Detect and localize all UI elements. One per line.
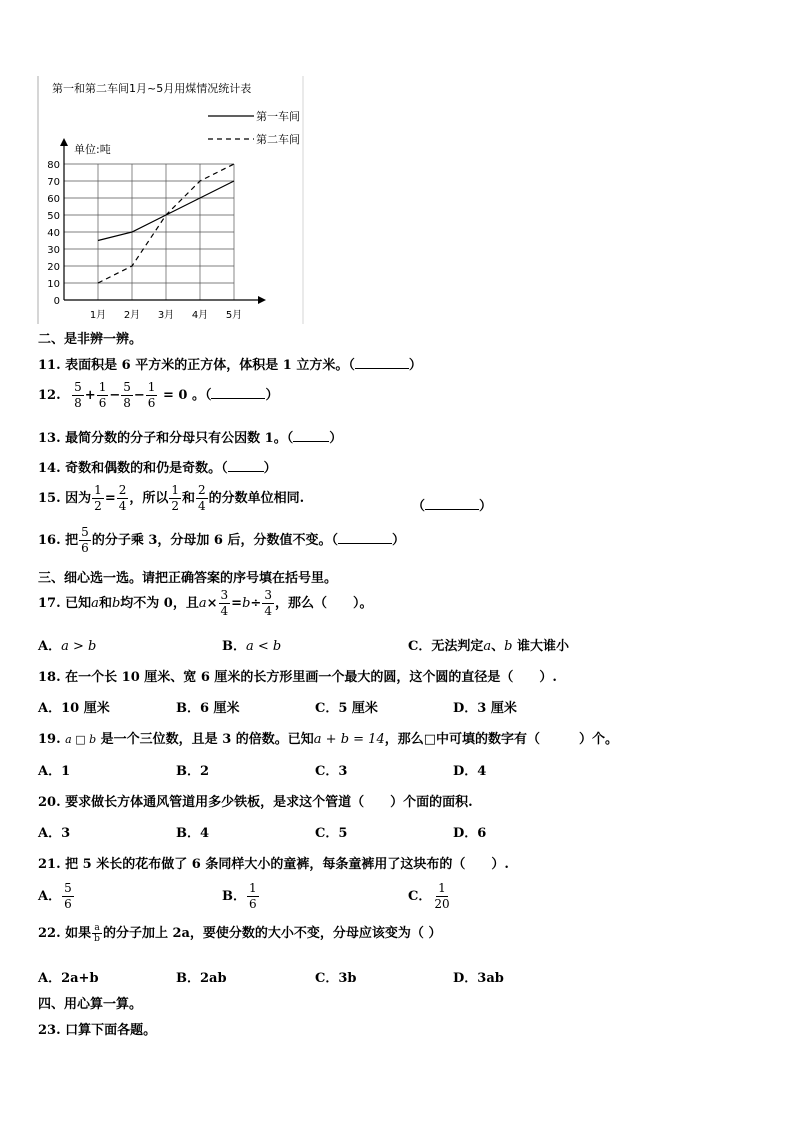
q14-text: 奇数和偶数的和仍是奇数。（	[65, 461, 228, 476]
x-tick-label: 4月	[191, 310, 209, 321]
q11-close: ）	[408, 358, 422, 373]
q19-expr-1: a □ b	[65, 733, 97, 746]
question-15	[38, 483, 498, 514]
q22-option-d[interactable]: D．3ab	[453, 971, 504, 986]
q12-fraction-1: $\frac{5}{8}$	[74, 380, 82, 410]
q17-var-a2: a	[198, 596, 207, 611]
q22-text-1: 如果	[65, 926, 92, 941]
question-21	[38, 853, 509, 872]
question-22	[38, 922, 441, 944]
q13-answer-blank[interactable]	[293, 430, 329, 442]
q22-option-c[interactable]: C．3b	[315, 971, 357, 986]
q15-answer-blank[interactable]	[425, 498, 479, 510]
q15-equals: =	[104, 491, 116, 506]
y-tick-label: 20	[47, 262, 60, 273]
y-tick-label: 10	[47, 279, 60, 290]
q17-text-4: ，那么（ ）。	[274, 596, 373, 611]
q18-number: 18.	[38, 670, 61, 685]
q12-fraction-3: $\frac{5}{8}$	[123, 380, 131, 410]
chart-tick-labels	[47, 160, 242, 321]
q15-answer-area	[412, 495, 492, 514]
q17-var-a: a	[91, 596, 99, 611]
question-20	[38, 791, 473, 810]
q17-var-b2: b	[242, 596, 251, 611]
legend-series-1: 第一车间	[256, 110, 300, 123]
q15-fraction-4: $\frac{2}{4}$	[198, 483, 206, 513]
q12-op-plus: +	[84, 388, 96, 403]
q22-text-2: 的分子加上 2a，要使分数的大小不变，分母应该变为（ ）	[102, 926, 442, 941]
q17-option-c[interactable]: C．无法判定a、b 谁大谁小	[408, 639, 569, 654]
q15-number: 15.	[38, 491, 61, 506]
y-tick-label: 70	[47, 177, 60, 188]
q17-times: ×	[206, 596, 218, 611]
q21-text: 把 5 米长的花布做了 6 条同样大小的童裤，每条童裤用了这块布的（ ）.	[65, 857, 509, 872]
question-11	[38, 354, 422, 373]
q16-close: ）	[391, 533, 405, 548]
q12-answer-blank[interactable]	[211, 387, 265, 399]
q14-close: ）	[263, 461, 277, 476]
q19-text-1: 是一个三位数，且是 3 的倍数。已知	[96, 732, 314, 747]
x-tick-label: 1月	[89, 310, 107, 321]
q16-text-1: 把	[65, 533, 79, 548]
q12-result: = 0 。（	[162, 388, 212, 403]
y-tick-label: 60	[47, 194, 60, 205]
y-tick-label: 30	[47, 245, 60, 256]
q15-close: ）	[479, 499, 493, 514]
x-tick-label: 5月	[225, 310, 243, 321]
q13-close: ）	[329, 431, 343, 446]
question-23	[38, 1019, 156, 1038]
q18-option-d[interactable]: D．3 厘米	[453, 701, 517, 716]
q23-number: 23.	[38, 1023, 61, 1038]
q13-number: 13.	[38, 431, 61, 446]
q19-text-2: ，那么□中可填的数字有（ ）个。	[384, 732, 619, 747]
x-axis-arrow	[258, 296, 266, 304]
y-tick-label: 40	[47, 228, 60, 239]
y-tick-label: 50	[47, 211, 60, 222]
question-12	[38, 380, 278, 411]
q13-text: 最简分数的分子和分母只有公因数 1。（	[65, 431, 294, 446]
q15-open: （	[412, 499, 426, 514]
q19-option-d[interactable]: D．4	[453, 764, 487, 779]
q16-text-2: 的分子乘 3，分母加 6 后，分数值不变。（	[91, 533, 338, 548]
q17-number: 17.	[38, 596, 61, 611]
q17-equals: =	[231, 596, 243, 611]
legend-series-2: 第二车间	[256, 133, 300, 146]
q16-fraction: $\frac{5}{6}$	[81, 525, 89, 555]
q17-fraction-1: $\frac{3}{4}$	[220, 588, 229, 618]
q15-text-3: 和	[182, 491, 196, 506]
q19-option-a[interactable]: A．1	[38, 764, 71, 779]
q17-var-b: b	[111, 596, 121, 611]
q21-number: 21.	[38, 857, 61, 872]
q22-fraction: $\frac{a}{b}$	[94, 923, 100, 944]
x-tick-label: 2月	[123, 310, 141, 321]
q12-number: 12.	[38, 388, 61, 403]
q20-text: 要求做长方体通风管道用多少铁板，是求这个管道（ ）个面的面积.	[65, 795, 473, 810]
q21-option-c[interactable]: C． $\frac{1}{20}$	[408, 881, 450, 911]
q22-option-a[interactable]: A．2a+b	[38, 971, 99, 986]
q17-option-b[interactable]: B．a < b	[222, 639, 282, 654]
question-14	[38, 457, 277, 476]
y-tick-label: 80	[47, 160, 60, 171]
q19-option-b[interactable]: B．2	[176, 764, 210, 779]
question-17	[38, 588, 372, 619]
q19-option-c[interactable]: C．3	[315, 764, 348, 779]
question-13	[38, 427, 342, 446]
q21-option-b[interactable]: B． $\frac{1}{6}$	[222, 881, 257, 911]
q15-fraction-2: $\frac{2}{4}$	[118, 483, 127, 513]
q22-option-b[interactable]: B．2ab	[176, 971, 227, 986]
q18-text: 在一个长 10 厘米、宽 6 厘米的长方形里画一个最大的圆，这个圆的直径是（ ）.	[65, 670, 557, 685]
chart-grid	[64, 164, 234, 300]
question-18	[38, 666, 557, 685]
q15-fraction-1: $\frac{1}{2}$	[94, 483, 102, 513]
chart-title: 第一和第二车间1月~5月用煤情况统计表	[52, 82, 252, 95]
question-19	[38, 728, 618, 747]
chart-axes	[60, 138, 266, 304]
section-2-heading: 二、是非辨一辨。	[38, 332, 143, 347]
q23-text: 口算下面各题。	[65, 1023, 157, 1038]
q16-number: 16.	[38, 533, 61, 548]
q20-option-a[interactable]: A．3	[38, 826, 71, 841]
q18-option-b[interactable]: B．6 厘米	[176, 701, 240, 716]
q16-answer-blank[interactable]	[338, 532, 392, 544]
q14-answer-blank[interactable]	[228, 460, 264, 472]
q11-text: 表面积是 6 平方米的正方体，体积是 1 立方米。（	[65, 358, 355, 373]
q12-fraction-4: $\frac{1}{6}$	[147, 380, 156, 410]
q19-expr-2: a + b = 14	[313, 732, 385, 747]
q12-op-minus-2: −	[133, 388, 145, 403]
x-tick-label: 3月	[157, 310, 175, 321]
q17-text-3: 均不为 0，且	[120, 596, 199, 611]
q15-text-2: ，所以	[129, 491, 169, 506]
q17-divide: ÷	[250, 596, 262, 611]
q20-option-c[interactable]: C．5	[315, 826, 348, 841]
q18-option-c[interactable]: C．5 厘米	[315, 701, 378, 716]
section-3-heading: 三、细心选一选。请把正确答案的序号填在括号里。	[38, 571, 338, 586]
q12-close: ）	[265, 388, 279, 403]
q15-text-4: 的分数单位相同.	[208, 491, 305, 506]
q15-fraction-3: $\frac{1}{2}$	[171, 483, 180, 513]
q11-answer-blank[interactable]	[355, 357, 409, 369]
q11-number: 11.	[38, 358, 61, 373]
q15-text-1: 因为	[65, 491, 92, 506]
q17-fraction-2: $\frac{3}{4}$	[264, 588, 272, 618]
question-16	[38, 525, 405, 556]
coal-usage-chart	[36, 76, 316, 326]
q12-op-minus-1: −	[109, 388, 121, 403]
q17-option-a[interactable]: A．a > b	[38, 639, 97, 654]
q22-number: 22.	[38, 926, 61, 941]
q20-option-b[interactable]: B．4	[176, 826, 210, 841]
q18-option-a[interactable]: A．10 厘米	[38, 701, 110, 716]
q12-fraction-2: $\frac{1}{6}$	[98, 380, 107, 410]
y-tick-label: 0	[53, 296, 60, 307]
y-axis-unit: 单位:吨	[74, 143, 111, 156]
q20-number: 20.	[38, 795, 61, 810]
q21-option-a[interactable]: A． $\frac{5}{6}$	[38, 881, 72, 911]
line-chart-svg	[36, 76, 316, 326]
section-4-heading: 四、用心算一算。	[38, 997, 143, 1012]
q17-text-2: 和	[98, 596, 112, 611]
q14-number: 14.	[38, 461, 61, 476]
q20-option-d[interactable]: D．6	[453, 826, 487, 841]
y-axis-arrow	[60, 138, 68, 146]
q17-text-1: 已知	[65, 596, 92, 611]
q19-number: 19.	[38, 732, 61, 747]
